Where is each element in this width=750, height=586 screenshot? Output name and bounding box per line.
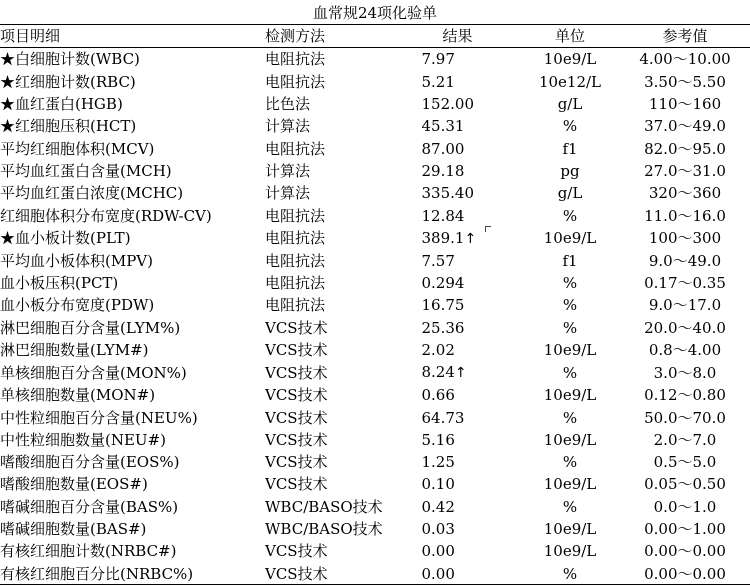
test-method: 计算法: [265, 161, 311, 180]
result-cell: [395, 294, 520, 316]
unit: %: [562, 318, 578, 337]
test-method: VCS技术: [265, 363, 328, 382]
item-name: 嗜碱细胞百分含量(BAS%): [0, 497, 179, 516]
test-method: WBC/BASO技术: [265, 520, 383, 539]
table-header: [0, 25, 750, 48]
item-name: ★血小板计数(PLT): [0, 229, 131, 248]
unit: 10e9/L: [543, 520, 597, 539]
result-wrap: [422, 115, 494, 137]
reference-range: 50.0～70.0: [644, 408, 726, 427]
item-name: 单核细胞百分含量(MON%): [0, 363, 187, 382]
reference-range: 0.8～4.00: [648, 341, 722, 359]
result-wrap: [422, 361, 494, 384]
result-wrap: [422, 93, 494, 115]
result-wrap: [422, 71, 494, 93]
reference-range: 100～300: [648, 229, 722, 248]
test-method: 计算法: [265, 117, 311, 136]
table-row: [0, 48, 750, 71]
table-row: [0, 361, 750, 384]
result-cell: [395, 250, 520, 272]
table-row: [0, 406, 750, 428]
table-row: [0, 317, 750, 339]
result-flag: ↑: [454, 365, 467, 382]
result-cell: [395, 473, 520, 495]
unit: pg: [560, 161, 580, 180]
test-method: VCS技术: [265, 564, 328, 583]
reference-range: 27.0～31.0: [644, 161, 726, 180]
table-row: [0, 272, 750, 294]
item-name: 有核红细胞百分比(NRBC%): [0, 564, 194, 583]
test-method: VCS技术: [265, 341, 328, 359]
unit: %: [562, 363, 578, 382]
result-wrap: [422, 540, 494, 562]
reference-range: 0.12～0.80: [644, 386, 726, 405]
item-name: ★血红蛋白(HGB): [0, 95, 123, 114]
stray-mark: [485, 226, 491, 232]
test-method: VCS技术: [265, 386, 328, 405]
result-value: 7.57: [421, 251, 455, 270]
result-wrap: [422, 48, 494, 70]
header-unit: 单位: [520, 25, 620, 48]
unit: %: [562, 117, 578, 136]
test-method: VCS技术: [265, 318, 328, 337]
result-wrap: [422, 317, 494, 339]
unit: 10e9/L: [543, 50, 597, 69]
table-row: [0, 473, 750, 495]
result-value: 0.03: [421, 520, 455, 539]
test-method: 电阻抗法: [265, 296, 326, 315]
result-cell: [395, 227, 520, 250]
result-value: 0.294: [421, 274, 465, 293]
reference-range: 0.17～0.35: [644, 274, 726, 293]
result-cell: [395, 563, 520, 585]
unit: 10e9/L: [543, 341, 597, 359]
item-name: 中性粒细胞百分含量(NEU%): [0, 408, 198, 427]
reference-range: 11.0～16.0: [644, 206, 726, 225]
result-value: 7.97: [421, 50, 455, 69]
result-cell: [395, 48, 520, 71]
table-row: [0, 182, 750, 204]
reference-range: 110～160: [648, 95, 722, 114]
result-value: 45.31: [421, 117, 465, 136]
result-cell: [395, 160, 520, 182]
unit: 10e9/L: [543, 475, 597, 494]
result-value: 1.25: [421, 453, 455, 472]
result-value: 64.73: [421, 408, 465, 427]
result-wrap: [422, 339, 494, 361]
item-name: 平均血红蛋白含量(MCH): [0, 161, 172, 180]
result-value: 152.00: [421, 95, 474, 114]
reference-range: 9.0～17.0: [648, 296, 722, 315]
result-wrap: [422, 473, 494, 495]
item-name: 淋巴细胞数量(LYM#): [0, 341, 149, 359]
test-method: 比色法: [265, 95, 311, 114]
item-name: 平均红细胞体积(MCV): [0, 139, 155, 158]
item-name: 有核红细胞计数(NRBC#): [0, 542, 177, 561]
item-name: 单核细胞数量(MON#): [0, 386, 156, 405]
reference-range: 2.0～7.0: [653, 430, 717, 449]
table-row: [0, 93, 750, 115]
test-method: VCS技术: [265, 430, 328, 449]
result-value: 0.42: [421, 497, 455, 516]
item-name: 嗜碱细胞数量(BAS#): [0, 520, 147, 539]
reference-range: 0.05～0.50: [644, 475, 726, 494]
item-name: 血小板分布宽度(PDW): [0, 296, 155, 315]
item-name: ★红细胞计数(RBC): [0, 72, 136, 91]
result-wrap: [422, 250, 494, 272]
result-cell: [395, 384, 520, 406]
item-name: 平均血小板体积(MPV): [0, 251, 153, 270]
result-value: 0.66: [421, 386, 455, 405]
result-wrap: [422, 227, 494, 250]
result-value: 2.02: [421, 341, 455, 359]
table-row: [0, 384, 750, 406]
result-cell: [395, 451, 520, 473]
unit: %: [562, 274, 578, 293]
result-cell: [395, 204, 520, 226]
report-title: 血常规24项化验单: [312, 4, 438, 22]
item-name: 嗜酸细胞数量(EOS#): [0, 475, 148, 494]
result-wrap: [422, 451, 494, 473]
table-row: [0, 250, 750, 272]
test-method: 电阻抗法: [265, 72, 326, 91]
table-row: [0, 227, 750, 250]
result-value: 0.10: [421, 475, 455, 494]
result-wrap: [422, 429, 494, 451]
item-name: ★白细胞计数(WBC): [0, 50, 140, 69]
table-row: [0, 540, 750, 562]
table-row: [0, 160, 750, 182]
unit: %: [562, 296, 578, 315]
unit: 10e9/L: [543, 542, 597, 561]
result-cell: [395, 93, 520, 115]
result-value: 12.84: [421, 206, 465, 225]
reference-range: 0.00～0.00: [644, 564, 726, 583]
result-cell: [395, 540, 520, 562]
table-row: [0, 563, 750, 585]
table-row: [0, 71, 750, 93]
reference-range: 0.00～1.00: [644, 520, 726, 539]
test-method: WBC/BASO技术: [265, 497, 383, 516]
unit: f1: [562, 139, 578, 158]
result-value: 16.75: [421, 296, 465, 315]
reference-range: 82.0～95.0: [644, 139, 726, 158]
header-row: [0, 25, 750, 48]
table-body: [0, 48, 750, 585]
table-row: [0, 496, 750, 518]
header-result: 结果: [395, 25, 520, 48]
result-wrap: [422, 407, 494, 429]
result-cell: [395, 272, 520, 294]
result-wrap: [422, 138, 494, 160]
test-method: VCS技术: [265, 542, 328, 561]
test-method: 电阻抗法: [265, 206, 326, 225]
item-name: 红细胞体积分布宽度(RDW-CV): [0, 206, 212, 225]
test-method: VCS技术: [265, 475, 328, 494]
table-row: [0, 518, 750, 540]
test-method: 计算法: [265, 184, 311, 203]
result-cell: [395, 339, 520, 361]
results-table: [0, 25, 750, 585]
reference-range: 9.0～49.0: [648, 251, 722, 270]
unit: 10e9/L: [543, 229, 597, 248]
unit: g/L: [557, 95, 583, 114]
test-method: 电阻抗法: [265, 274, 326, 293]
result-cell: [395, 115, 520, 137]
result-flag: ↑: [464, 230, 477, 247]
reference-range: 3.50～5.50: [644, 72, 726, 91]
header-item: 项目明细: [0, 25, 265, 48]
table-row: [0, 429, 750, 451]
unit: %: [562, 453, 578, 472]
test-method: 电阻抗法: [265, 229, 326, 248]
result-value: 8.24: [421, 363, 455, 382]
result-wrap: [422, 294, 494, 316]
result-wrap: [422, 160, 494, 182]
result-value: 0.00: [421, 564, 455, 583]
unit: 10e12/L: [538, 72, 602, 91]
reference-range: 3.0～8.0: [653, 363, 717, 382]
unit: f1: [562, 251, 578, 270]
reference-range: 0.00～0.00: [644, 542, 726, 561]
header-method: 检测方法: [265, 25, 395, 48]
result-wrap: [422, 272, 494, 294]
result-value: 389.1: [421, 228, 465, 247]
result-cell: [395, 518, 520, 540]
result-cell: [395, 317, 520, 339]
result-wrap: [422, 518, 494, 540]
table-row: [0, 204, 750, 226]
test-method: VCS技术: [265, 408, 328, 427]
result-value: 5.21: [421, 72, 455, 91]
test-method: 电阻抗法: [265, 139, 326, 158]
table-row: [0, 451, 750, 473]
item-name: 中性粒细胞数量(NEU#): [0, 430, 166, 449]
unit: 10e9/L: [543, 386, 597, 405]
unit: %: [562, 408, 578, 427]
result-value: 87.00: [421, 139, 465, 158]
result-wrap: [422, 496, 494, 518]
result-cell: [395, 71, 520, 93]
header-reference: 参考值: [620, 25, 750, 48]
result-value: 29.18: [421, 161, 465, 180]
item-name: 血小板压积(PCT): [0, 274, 119, 293]
result-cell: [395, 137, 520, 159]
reference-range: 320～360: [648, 184, 722, 203]
unit: %: [562, 206, 578, 225]
table-row: [0, 294, 750, 316]
reference-range: 0.0～1.0: [653, 497, 717, 516]
result-wrap: [422, 205, 494, 227]
item-name: ★红细胞压积(HCT): [0, 117, 137, 136]
result-wrap: [422, 563, 494, 585]
test-method: 电阻抗法: [265, 251, 326, 270]
reference-range: 20.0～40.0: [644, 318, 726, 337]
result-cell: [395, 429, 520, 451]
result-value: 0.00: [421, 542, 455, 561]
result-cell: [395, 182, 520, 204]
result-cell: [395, 496, 520, 518]
result-value: 25.36: [421, 318, 465, 337]
unit: %: [562, 564, 578, 583]
result-wrap: [422, 384, 494, 406]
unit: 10e9/L: [543, 430, 597, 449]
result-cell: [395, 406, 520, 428]
table-row: [0, 137, 750, 159]
result-value: 335.40: [421, 184, 474, 203]
reference-range: 0.5～5.0: [653, 453, 717, 472]
result-wrap: [422, 182, 494, 204]
result-cell: [395, 361, 520, 384]
reference-range: 4.00～10.00: [639, 50, 731, 69]
bottom-rule: [0, 584, 750, 585]
table-row: [0, 339, 750, 361]
reference-range: 37.0～49.0: [644, 117, 726, 136]
unit: %: [562, 497, 578, 516]
test-method: VCS技术: [265, 453, 328, 472]
test-method: 电阻抗法: [265, 50, 326, 69]
result-value: 5.16: [421, 430, 455, 449]
unit: g/L: [557, 184, 583, 203]
item-name: 淋巴细胞百分含量(LYM%): [0, 318, 181, 337]
item-name: 平均血红蛋白浓度(MCHC): [0, 184, 184, 203]
item-name: 嗜酸细胞百分含量(EOS%): [0, 453, 180, 472]
table-row: [0, 115, 750, 137]
